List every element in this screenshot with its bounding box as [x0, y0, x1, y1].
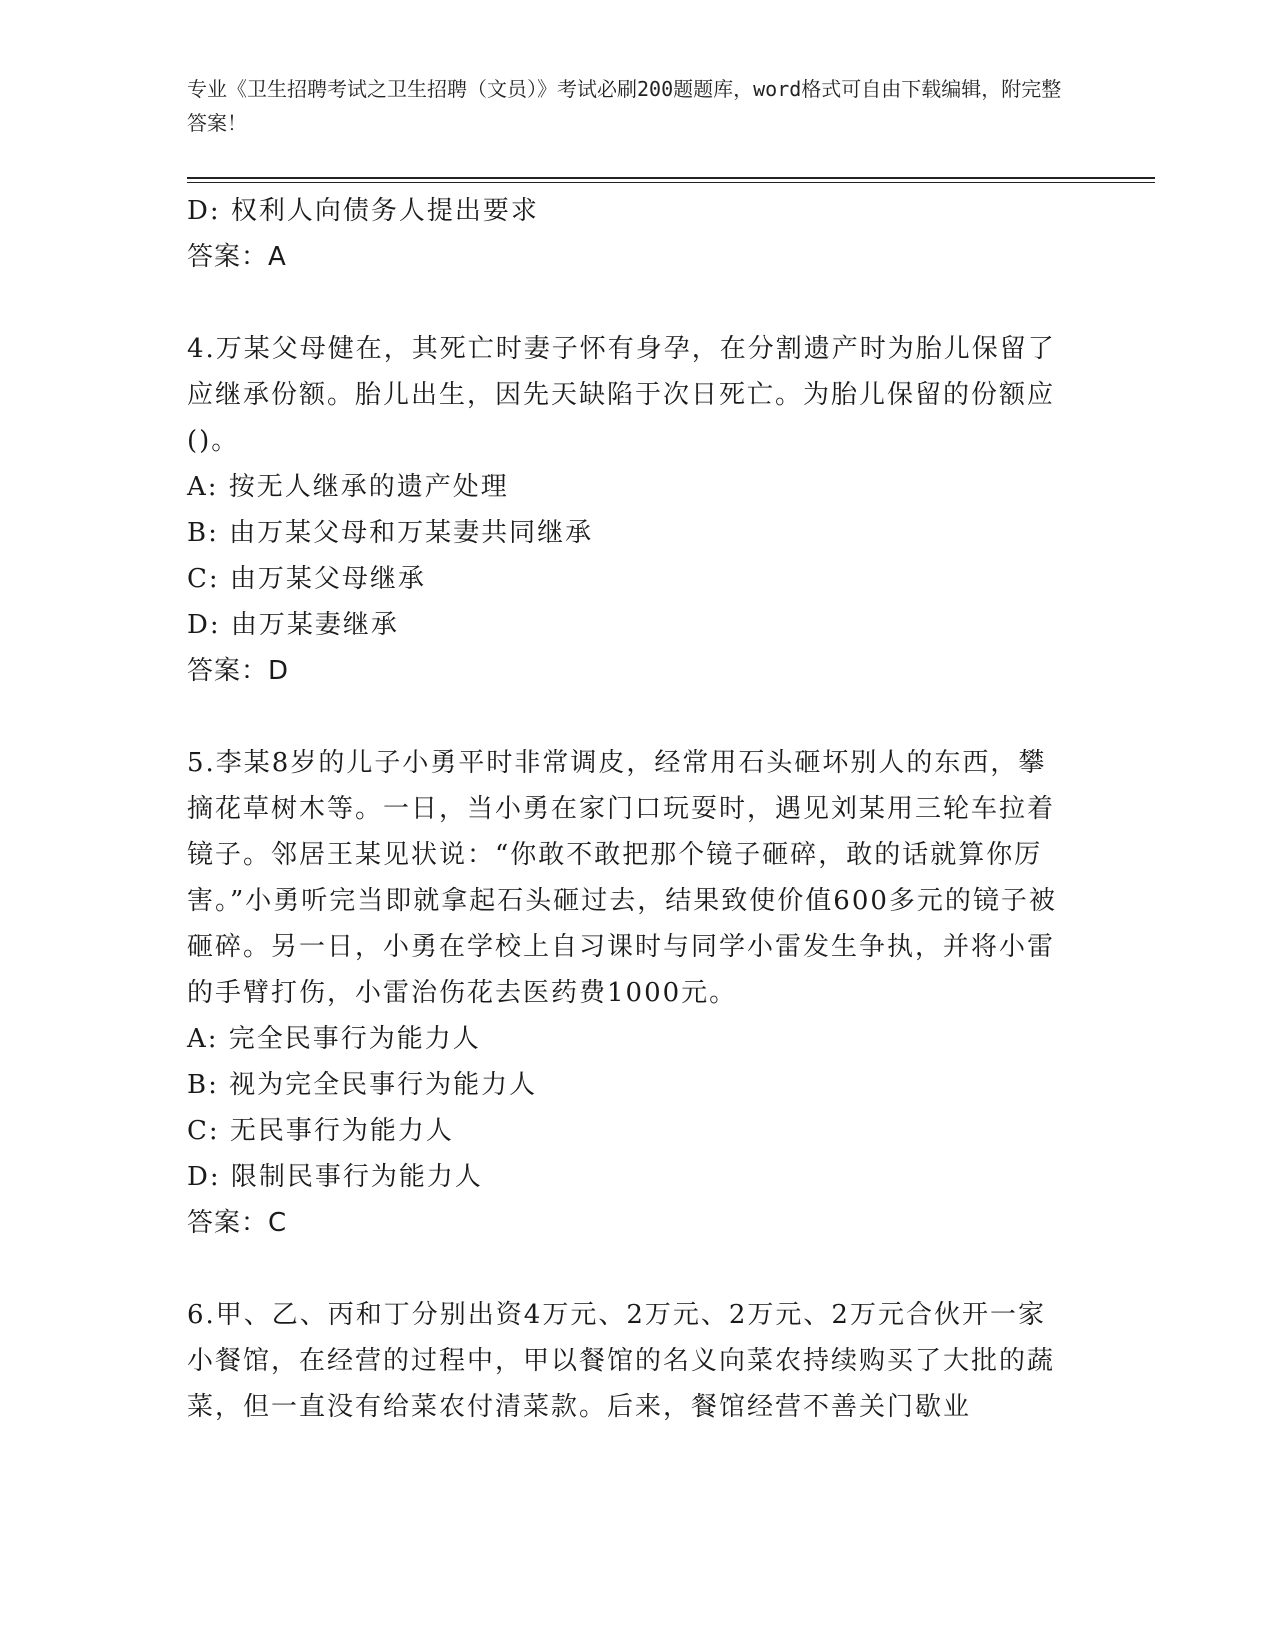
- document-body: [187, 188, 1067, 1430]
- question-text: 5.李某8岁的儿子小勇平时非常调皮，经常用石头砸坏别人的东西，攀摘花草树木等。一日，当小勇在家门口玩耍时，遇见刘某用三轮车拉着镜子。邻居王某见状说：“你敢不敢把那个镜子砸碎，敢的话就算你厉害。”小勇听完当即就拿起石头砸过去，结果致使价值600多元的镜子被砸碎。另一日，小勇在学校上自习课时与同学小雷发生争执，并将小雷的手臂打伤，小雷治伤花去医药费1000元。: [187, 748, 1057, 1008]
- answer: 答案：A: [187, 242, 287, 272]
- question-text: 4.万某父母健在，其死亡时妻子怀有身孕，在分割遗产时为胎儿保留了应继承份额。胎儿出生，因先天缺陷于次日死亡。为胎儿保留的份额应()。: [187, 334, 1056, 456]
- option-a: A: 按无人继承的遗产处理: [187, 472, 509, 502]
- question-text: 6.甲、乙、丙和丁分别出资4万元、2万元、2万元、2万元合伙开一家小餐馆，在经营的过程中，甲以餐馆的名义向菜农持续购买了大批的蔬菜，但一直没有给菜农付清菜款。后来，餐馆经营不善关门歇业: [187, 1300, 1056, 1422]
- option-b: B: 由万某父母和万某妻共同继承: [187, 518, 594, 548]
- answer: 答案：C: [187, 1208, 288, 1238]
- option-d: D: 由万某妻继承: [187, 610, 399, 640]
- question-6: [187, 1292, 1067, 1430]
- header-rule-thick: [187, 177, 1155, 179]
- option-d: D: 限制民事行为能力人: [187, 1162, 483, 1192]
- option-c: C: 由万某父母继承: [187, 564, 426, 594]
- option-b: B: 视为完全民事行为能力人: [187, 1070, 538, 1100]
- document-header: 专业《卫生招聘考试之卫生招聘（文员）》考试必刷200题题库，word格式可自由下载编辑，附完整答案！: [187, 77, 1062, 135]
- option-c: C: 无民事行为能力人: [187, 1116, 454, 1146]
- option-a: A: 完全民事行为能力人: [187, 1024, 481, 1054]
- header-rule-thin: [187, 182, 1155, 183]
- question-4: [187, 326, 1067, 694]
- answer: 答案：D: [187, 656, 290, 686]
- option-d: D: 权利人向债务人提出要求: [187, 196, 539, 226]
- question-5: [187, 740, 1067, 1246]
